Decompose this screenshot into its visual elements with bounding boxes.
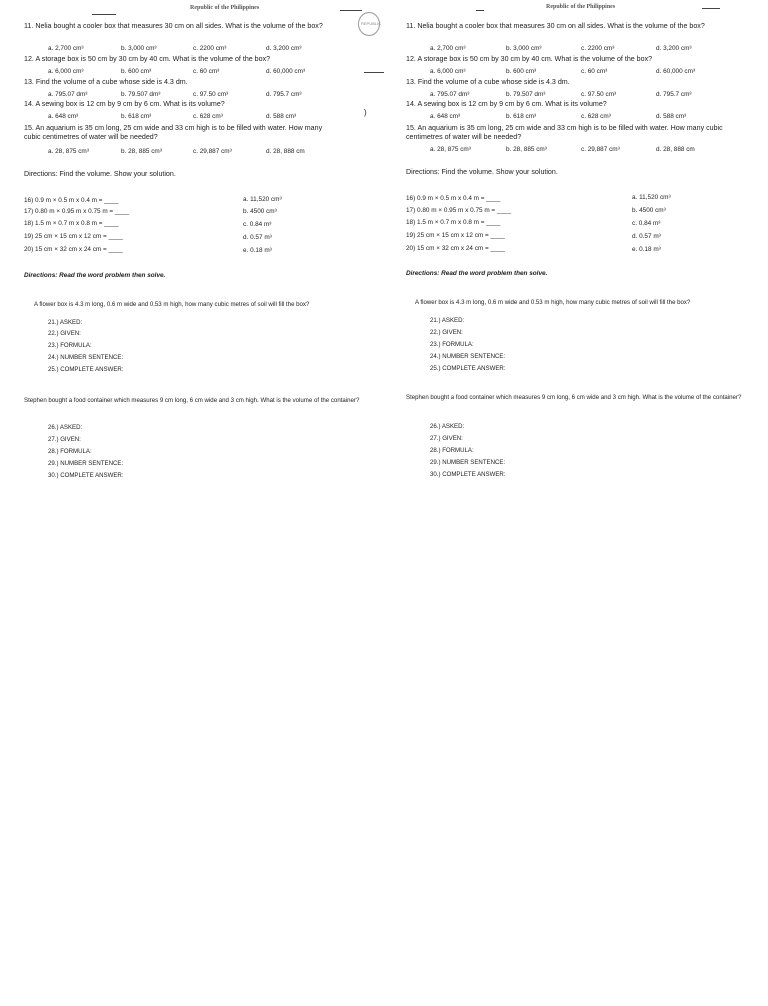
directions-word-problem: Directions: Read the word problem then solve. (24, 272, 166, 279)
exercise-19: 19) 25 cm × 15 cm x 12 cm = ____ (24, 233, 123, 240)
step-29: 29.) NUMBER SENTENCE: (430, 459, 506, 466)
fold-mark-icon: ) (364, 108, 367, 117)
header-rule (340, 10, 362, 11)
step-30: 30.) COMPLETE ANSWER: (48, 472, 124, 479)
header-rule (476, 10, 484, 11)
exercise-17: 17) 0.80 m × 0.95 m x 0.75 m = ____ (24, 208, 130, 215)
header-rule (92, 14, 116, 15)
question-13: 13. Find the volume of a cube whose side is 4.3 dm. (24, 78, 188, 86)
header-rule (702, 8, 720, 9)
directions-find-volume: Directions: Find the volume. Show your solution. (406, 168, 558, 176)
word-problem-1: A flower box is 4.3 m long, 0.6 m wide and 0.53 m high, how many cubic metres of soil will fill the box? (415, 299, 691, 306)
fold-mark (364, 72, 384, 73)
q13-option-d: d. 795.7 cm³ (656, 91, 692, 98)
step-29: 29.) NUMBER SENTENCE: (48, 460, 124, 467)
step-22: 22.) GIVEN: (48, 330, 81, 337)
question-12: 12. A storage box is 50 cm by 30 cm by 40 cm. What is the volume of the box? (24, 55, 271, 63)
q14-option-c: c. 628 cm³ (193, 113, 223, 120)
worksheet-left (0, 0, 384, 500)
answer-c: c. 0.84 m³ (632, 220, 661, 227)
q15-option-d: d. 28, 888 cm (266, 148, 305, 155)
exercise-20: 20) 15 cm × 32 cm x 24 cm = ____ (406, 245, 505, 252)
step-26: 26.) ASKED: (430, 423, 465, 430)
step-25: 25.) COMPLETE ANSWER: (430, 365, 506, 372)
q12-option-b: b. 600 cm³ (121, 68, 152, 75)
q12-option-d: d. 60,000 cm³ (266, 68, 306, 75)
question-11: 11. Nelia bought a cooler box that measures 30 cm on all sides. What is the volume of the box? (406, 22, 705, 30)
q14-option-d: d. 588 cm³ (656, 113, 687, 120)
answer-e: e. 0.18 m³ (632, 246, 661, 253)
answer-a: a. 11,520 cm³ (243, 196, 282, 203)
exercise-20: 20) 15 cm × 32 cm x 24 cm = ____ (24, 246, 123, 253)
exercise-16: 16) 0.9 m × 0.5 m x 0.4 m = ____ (406, 195, 501, 202)
step-23: 23.) FORMULA: (430, 341, 474, 348)
q14-option-d: d. 588 cm³ (266, 113, 297, 120)
word-problem-2: Stephen bought a food container which measures 9 cm long, 6 cm wide and 3 cm high. What is the volume of the container? (24, 397, 360, 404)
q13-option-c: c. 97.50 cm³ (193, 91, 229, 98)
answer-d: d. 0.57 m³ (243, 234, 272, 241)
q14-option-b: b. 618 cm³ (506, 113, 537, 120)
q11-option-d: d. 3,200 cm³ (266, 45, 302, 52)
q12-option-b: b. 600 cm³ (506, 68, 537, 75)
question-14: 14. A sewing box is 12 cm by 9 cm by 6 cm. What is its volume? (406, 100, 607, 108)
q11-option-a: a. 2,700 cm³ (430, 45, 466, 52)
q14-option-b: b. 618 cm³ (121, 113, 152, 120)
q11-option-c: c. 2200 cm³ (581, 45, 615, 52)
seal-icon (358, 12, 380, 36)
header-title: Republic of the Philippines (546, 4, 616, 10)
worksheet-right (384, 0, 768, 500)
exercise-19: 19) 25 cm × 15 cm x 12 cm = ____ (406, 232, 505, 239)
step-24: 24.) NUMBER SENTENCE: (430, 353, 506, 360)
answer-d: d. 0.57 m³ (632, 233, 661, 240)
step-30: 30.) COMPLETE ANSWER: (430, 471, 506, 478)
answer-a: a. 11,520 cm³ (632, 194, 671, 201)
step-22: 22.) GIVEN: (430, 329, 463, 336)
q11-option-b: b. 3,000 cm³ (121, 45, 157, 52)
seal-text: REPUBLIC (361, 21, 382, 26)
directions-word-problem: Directions: Read the word problem then solve. (406, 270, 548, 277)
question-12: 12. A storage box is 50 cm by 30 cm by 40 cm. What is the volume of the box? (406, 55, 653, 63)
q12-option-d: d. 60,000 cm³ (656, 68, 696, 75)
q11-option-a: a. 2,700 cm³ (48, 45, 84, 52)
step-27: 27.) GIVEN: (48, 436, 81, 443)
answer-b: b. 4500 cm³ (632, 207, 666, 214)
step-24: 24.) NUMBER SENTENCE: (48, 354, 124, 361)
q15-option-a: a. 28, 875 cm³ (430, 146, 471, 153)
exercise-17: 17) 0.80 m × 0.95 m x 0.75 m = ____ (406, 207, 512, 214)
step-28: 28.) FORMULA: (48, 448, 92, 455)
question-14: 14. A sewing box is 12 cm by 9 cm by 6 cm. What is its volume? (24, 100, 225, 108)
question-13: 13. Find the volume of a cube whose side is 4.3 dm. (406, 78, 570, 86)
question-11: 11. Nelia bought a cooler box that measures 30 cm on all sides. What is the volume of the box? (24, 22, 323, 30)
header-title: Republic of the Philippines (190, 5, 260, 11)
q15-option-a: a. 28, 875 cm³ (48, 148, 89, 155)
step-26: 26.) ASKED: (48, 424, 83, 431)
q13-option-d: d. 795.7 cm³ (266, 91, 302, 98)
step-23: 23.) FORMULA: (48, 342, 92, 349)
exercise-18: 18) 1.5 m × 0.7 m x 0.8 m = ____ (406, 219, 501, 226)
q14-option-c: c. 628 cm³ (581, 113, 611, 120)
step-21: 21.) ASKED: (430, 317, 465, 324)
question-15: 15. An aquarium is 35 cm long, 25 cm wide and 33 cm high is to be filled with water. How many cubic centimetres of water will be needed? (24, 124, 323, 141)
answer-c: c. 0.84 m³ (243, 221, 272, 228)
word-problem-1: A flower box is 4.3 m long, 0.6 m wide and 0.53 m high, how many cubic metres of soil will fill the box? (34, 301, 310, 308)
q12-option-c: c. 60 cm³ (581, 68, 608, 75)
q11-option-b: b. 3,000 cm³ (506, 45, 542, 52)
answer-e: e. 0.18 m³ (243, 247, 272, 254)
q14-option-a: a. 648 cm³ (430, 113, 461, 120)
step-25: 25.) COMPLETE ANSWER: (48, 366, 124, 373)
q13-option-b: b. 79.507 dm³ (506, 91, 546, 98)
q13-option-a: a. 795.07 dm³ (48, 91, 88, 98)
directions-find-volume: Directions: Find the volume. Show your solution. (24, 170, 176, 178)
step-21: 21.) ASKED: (48, 319, 83, 326)
q12-option-a: a. 6,000 cm³ (430, 68, 466, 75)
q15-option-d: d. 28, 888 cm (656, 146, 695, 153)
q14-option-a: a. 648 cm³ (48, 113, 79, 120)
q13-option-a: a. 795.07 dm³ (430, 91, 470, 98)
q12-option-a: a. 6,000 cm³ (48, 68, 84, 75)
word-problem-2: Stephen bought a food container which measures 9 cm long, 6 cm wide and 3 cm high. What is the volume of the container? (406, 394, 742, 401)
q15-option-b: b. 28, 885 cm³ (121, 148, 162, 155)
q15-option-c: c. 29,887 cm³ (581, 146, 620, 153)
q11-option-c: c. 2200 cm³ (193, 45, 227, 52)
q11-option-d: d. 3,200 cm³ (656, 45, 692, 52)
question-15: 15. An aquarium is 35 cm long, 25 cm wide and 33 cm high is to be filled with water. How many cubic centimetres of water will be needed? (406, 124, 723, 141)
exercise-18: 18) 1.5 m × 0.7 m x 0.8 m = ____ (24, 220, 119, 227)
step-27: 27.) GIVEN: (430, 435, 463, 442)
exercise-16: 16) 0.9 m × 0.5 m x 0.4 m = ____ (24, 197, 119, 204)
q13-option-c: c. 97.50 cm³ (581, 91, 617, 98)
answer-b: b. 4500 cm³ (243, 208, 277, 215)
step-28: 28.) FORMULA: (430, 447, 474, 454)
q15-option-c: c. 29,887 cm³ (193, 148, 232, 155)
q15-option-b: b. 28, 885 cm³ (506, 146, 547, 153)
q12-option-c: c. 60 cm³ (193, 68, 220, 75)
q13-option-b: b. 79.507 dm³ (121, 91, 161, 98)
